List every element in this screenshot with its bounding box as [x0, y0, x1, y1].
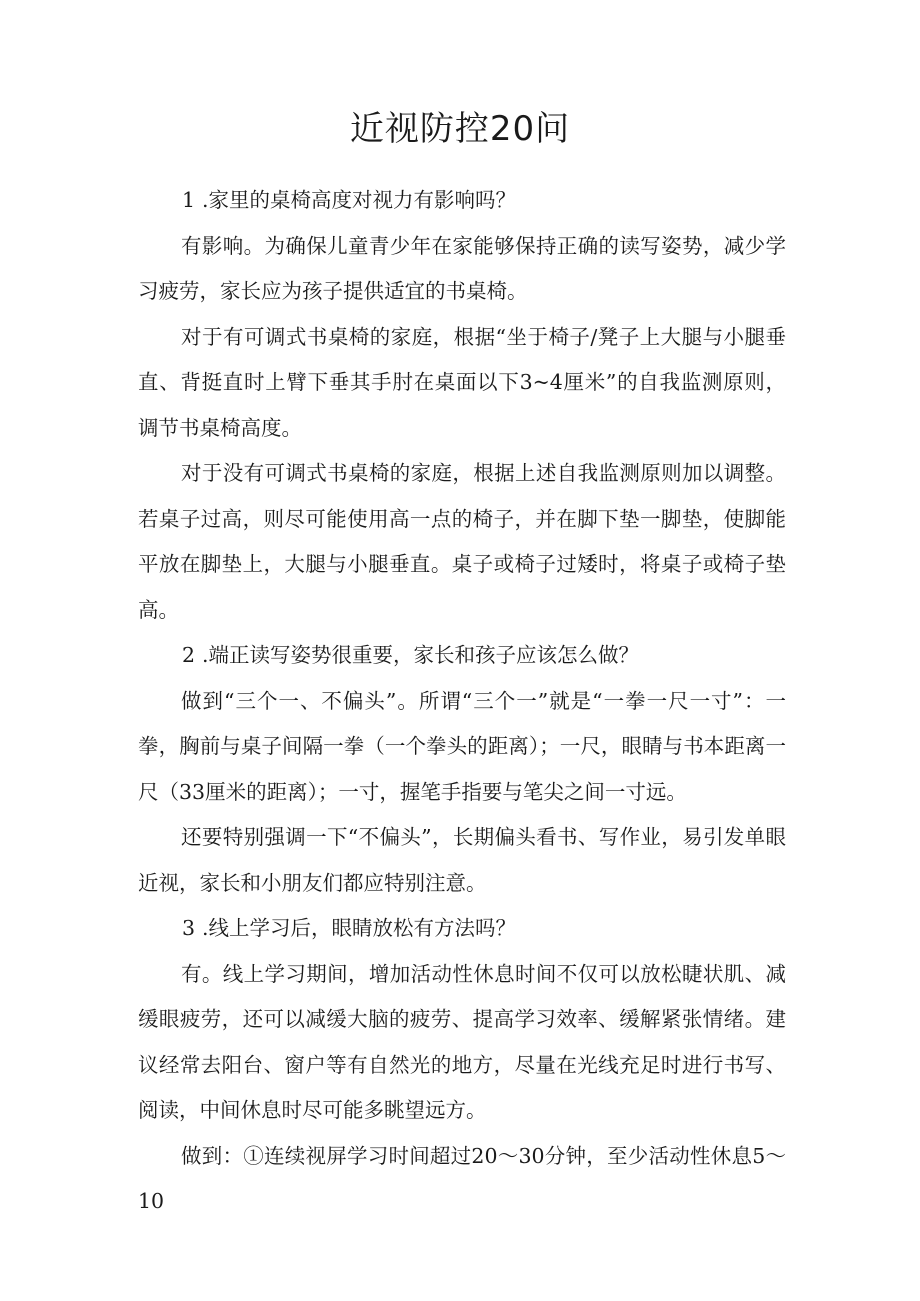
paragraph: 有。线上学习期间，增加活动性休息时间不仅可以放松睫状肌、减缓眼疲劳，还可以减缓大脑的疲劳、提高学习效率、缓解紧张情绪。建议经常去阳台、窗户等有自然光的地方，尽量在光线充足时进行书写、阅读，中间休息时尽可能多眺望远方。	[138, 961, 786, 1122]
document-body	[138, 178, 786, 1225]
question-number: 3	[182, 916, 196, 940]
question-2	[138, 633, 786, 679]
question-3	[138, 906, 786, 952]
paragraph: 对于没有可调式书桌椅的家庭，根据上述自我监测原则加以调整。若桌子过高，则尽可能使用高一点的椅子，并在脚下垫一脚垫，使脚能平放在脚垫上，大腿与小腿垂直。桌子或椅子过矮时，将桌子或椅子垫高。	[138, 461, 786, 622]
question-text: .线上学习后，眼睛放松有方法吗？	[202, 916, 517, 940]
paragraph: 做到“三个一、不偏头”。所谓“三个一”就是“一拳一尺一寸”：一拳，胸前与桌子间隔一拳（一个拳头的距离）；一尺，眼睛与书本距离一尺（33厘米的距离）；一寸，握笔手指要与笔尖之间一寸远。	[138, 688, 786, 804]
page-title: 近视防控20问	[349, 109, 571, 149]
paragraph: 有影响。为确保儿童青少年在家能够保持正确的读写姿势，减少学习疲劳，家长应为孩子提供适宜的书桌椅。	[138, 233, 786, 303]
question-text: .端正读写姿势很重要，家长和孩子应该怎么做？	[202, 643, 640, 667]
paragraph: 对于有可调式书桌椅的家庭，根据“坐于椅子/凳子上大腿与小腿垂直、背挺直时上臂下垂其手肘在桌面以下3~4厘米”的自我监测原则，调节书桌椅高度。	[138, 324, 786, 440]
question-number: 1	[182, 188, 196, 212]
question-number: 2	[182, 643, 196, 667]
question-1	[138, 178, 786, 224]
question-text: .家里的桌椅高度对视力有影响吗？	[202, 188, 517, 212]
paragraph: 还要特别强调一下“不偏头”，长期偏头看书、写作业，易引发单眼近视，家长和小朋友们都应特别注意。	[138, 825, 786, 895]
paragraph: 做到：①连续视屏学习时间超过20～30分钟，至少活动性休息5～10	[138, 1143, 786, 1213]
